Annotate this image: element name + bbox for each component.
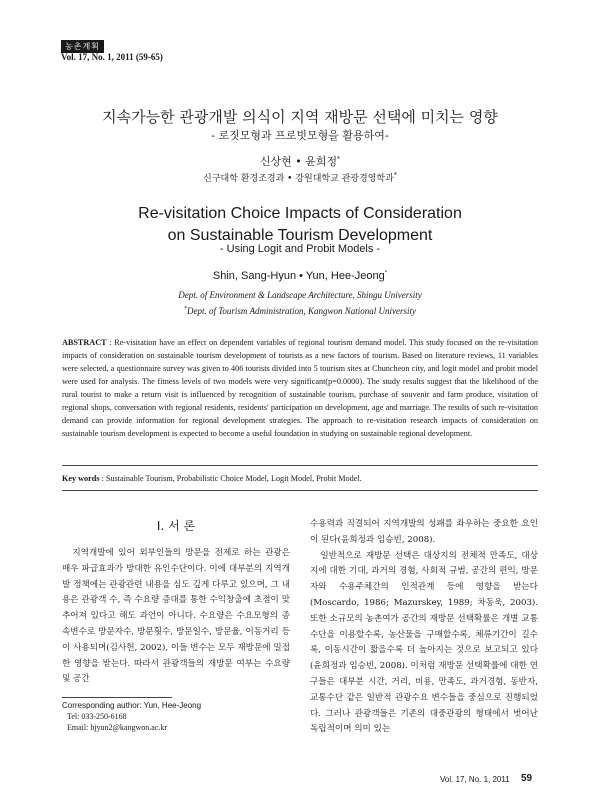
korean-affiliation-text: 신구대학 환경조경과 • 강원대학교 관광경영학과 bbox=[203, 174, 394, 184]
keywords-text: : Sustainable Tourism, Probabilistic Choice Model, Logit Model, Probit Model. bbox=[101, 474, 362, 483]
body-paragraph: 지역개발에 있어 외부인들의 방문을 전제로 하는 관광은 매우 파급효과가 방대한 유인수단이다. 이에 대부분의 지역개발 정책에는 관광관련 내용을 심도 깊게 다루고 있으며, 그 내용은 관광객 수, 즉 수요량 증대를 통한 수익창출에 초점이 맞추어져 있다고 해도 과언이 아니다. 수요량은 수요모형의 종속변수로 방문자수, 방문횟수, 방문일수, 방문율, 이동거리 등이 사용되며(김사헌, 2002), 이들 변수는 모두 재방문에 밀접한 영향을 받는다. 따라서 관광객들의 재방문 여부는 수요량 및 공간 bbox=[62, 548, 290, 685]
section-heading-introduction: Ⅰ. 서 론 bbox=[156, 519, 196, 533]
english-affiliation bbox=[0, 288, 600, 318]
abstract-text: : Re-visitation have an effect on dependent variables of regional tourism demand model. This study focused on the re-visitation impacts of consideration on sustainable tourism development of tourists as a new factors of tourism. Based on literature reviews, 11 variables were selected, a questionnaire survey was given to 406 tourists divided into 5 tourism sites at Chuncheon city, and logit model and probit model were used for analysis. The fitness levels of two models were very significant(p=0.0000). The study results suggest that the likelihood of the rural tourist to make a return visit is influenced by recognition of sustainable tourism, purchase of souvenir and farm produce, visitation of regional shops, conversation with regional residents, residents' participation on development, age and marriage. The results of such re-visitation demand can provide information for regional development strategies. The approach to re-visitation research impacts of consideration on sustainable tourism development is expected to become a useful foundation in studying on sustainable regional development. bbox=[62, 338, 538, 438]
english-subtitle: - Using Logit and Probit Models - bbox=[219, 243, 381, 255]
korean-authors bbox=[0, 153, 600, 169]
footer-issue: Vol. 17, No. 1, 2011 bbox=[440, 775, 510, 784]
korean-title: 지속가능한 관광개발 의식이 지역 재방문 선택에 미치는 영향 bbox=[102, 108, 498, 126]
affiliation-mark: * bbox=[393, 172, 397, 179]
footnote-tel: Tel: 033-250-6168 bbox=[67, 712, 127, 721]
english-title-line1: Re-visitation Choice Impacts of Consideration bbox=[138, 205, 462, 222]
english-affiliation-1: Dept. of Environment & Landscape Architecture, Shingu University bbox=[178, 290, 422, 300]
body-column-right bbox=[310, 517, 538, 738]
keywords bbox=[62, 474, 538, 483]
body-paragraph: 수용력과 직결되어 지역개발의 성패를 좌우하는 중요한 요인이 된다(윤희정과 임승빈, 2008). bbox=[310, 519, 538, 545]
korean-authors-text: 신상현 • 윤희정 bbox=[259, 155, 338, 168]
abstract bbox=[62, 336, 538, 440]
journal-badge: 농촌계획 bbox=[61, 40, 104, 53]
keywords-bottom-rule bbox=[62, 490, 538, 491]
corresponding-author-footnote bbox=[62, 700, 201, 733]
keywords-top-rule bbox=[62, 465, 538, 466]
footnote-email: Email: hjyun2@kangwon.ac.kr bbox=[67, 723, 168, 732]
english-title-line2: on Sustainable Tourism Development bbox=[167, 227, 433, 244]
korean-subtitle: - 로짓모형과 프로빗모형을 활용하여- bbox=[211, 129, 389, 142]
journal-issue: Vol. 17, No. 1, 2011 (59-65) bbox=[61, 52, 163, 62]
footnote-rule bbox=[62, 697, 172, 698]
english-authors bbox=[0, 270, 600, 282]
affiliation-mark: * bbox=[183, 306, 187, 312]
english-authors-text: Shin, Sang-Hyun • Yun, Hee-Jeong bbox=[212, 270, 385, 282]
keywords-label: Key words bbox=[62, 474, 100, 483]
korean-affiliation bbox=[0, 171, 600, 184]
english-affiliation-2-line bbox=[0, 302, 600, 318]
abstract-label: ABSTRACT bbox=[62, 338, 107, 347]
english-affiliation-2: Dept. of Tourism Administration, Kangwon National University bbox=[186, 306, 417, 316]
body-column-left bbox=[62, 546, 290, 688]
english-title bbox=[0, 203, 600, 247]
footnote-author: Corresponding author: Yun, Hee-Jeong bbox=[62, 701, 202, 710]
author-mark: * bbox=[384, 270, 388, 277]
author-mark: * bbox=[337, 155, 341, 163]
page-number: 59 bbox=[521, 773, 533, 784]
body-paragraph: 일반적으로 재방문 선택은 대상지의 전체적 만족도, 대상지에 대한 기대, 과거의 경험, 사회적 규범, 공간의 편익, 방문자와 수용주체간의 인적관계 등에 영향을 받는다(Moscardo, 1986; Mazurskey, 1989; 차동욱, 2003). 또한 소규모의 농촌여가 공간의 재방문 선택확률은 개별 교통수단을 이용할수록, 농산물을 구매할수록, 체류기간이 길수록, 이동시간이 짧을수록 더 높아지는 것으로 보고되고 있다(윤희정과 임승빈, 2008). 이처럼 재방문 선택확률에 대한 연구들은 대부분 시간, 거리, 비용, 만족도, 과거경험, 동반자, 교통수단 같은 일반적 관광수요 변수들을 중심으로 진행되었다. 그러나 관광객들은 기존의 대중관광의 형태에서 벗어난 독립적이며 의미 있는 bbox=[310, 550, 538, 735]
